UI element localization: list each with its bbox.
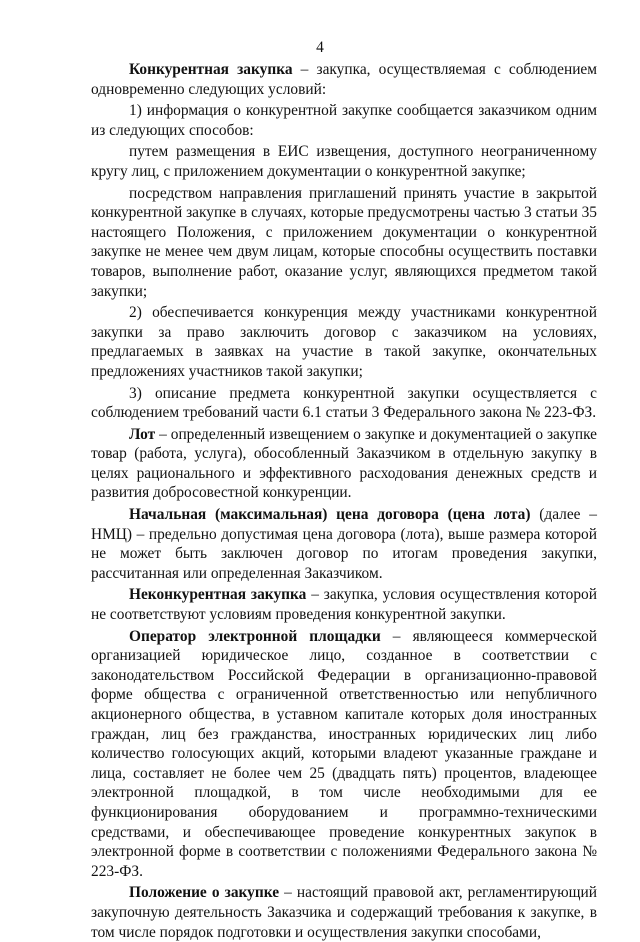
definition-text: – закупка, условия осуществления которой не соответствуют условиям проведения конкурентной закупки. (91, 586, 597, 624)
paragraph-item-1 (91, 101, 597, 140)
paragraph-platform-operator (91, 627, 597, 882)
term-competitive-procurement: Конкурентная закупка (129, 61, 293, 78)
term-non-competitive-procurement: Неконкурентная закупка (129, 586, 307, 604)
paragraph-initial-max-price (91, 505, 597, 583)
definition-text: – являющееся коммерческой организацией юридическое лицо, созданное в соответствии с законодательством Российской Федерации в организационно-правовой форме общества с ограниченной ответственностью или непубличного акционерного общества, в уставном капитале которых доля иностранных граждан, лиц без гражданства, иностранных юридических лиц либо количество голосующих акций, которыми владеют указанные граждане и лица, составляет не более чем 25 (двадцать пять) процентов, владеющее электронной площадкой, в том числе необходимыми для ее функционирования оборудованием и программно-техническими средствами, и обеспечивающее проведение конкурентных закупок в электронной форме в соответствии с положениями Федерального закона № 223-ФЗ. (91, 627, 597, 880)
definition-text: – настоящий правовой акт, регламентирующий закупочную деятельность Заказчика и содержащий требования к закупке, в том числе порядок подготовки и осуществления закупки способами, (91, 884, 597, 941)
paragraph-text: посредством направления приглашений принять участие в закрытой конкурентной закупке в случаях, которые предусмотрены частью 3 статьи 35 настоящего Положения, с приложением документации о конкурентной закупке не менее чем двум лицам, которые способны осуществить поставки товаров, выполнение работ, оказание услуг, являющихся предметом такой закупки; (91, 184, 597, 300)
term-initial-max-price: Начальная (максимальная) цена договора (цена лота) (129, 506, 531, 524)
paragraph-text: путем размещения в ЕИС извещения, доступного неограниченному кругу лиц, с приложением документации о конкурентной закупке; (91, 143, 597, 180)
term-lot: Лот (129, 425, 156, 443)
term-procurement-regulation: Положение о закупке (129, 884, 280, 902)
paragraph-text: 3) описание предмета конкурентной закупки осуществляется с соблюдением требований части 6.1 статьи 3 Федерального закона № 223-ФЗ. (91, 384, 597, 422)
definition-text: (далее – НМЦ) – предельно допустимая цена договора (лота), выше размера которой не может быть заключен договор по итогам проведения закупки, рассчитанная или определенная Заказчиком. (91, 506, 597, 582)
paragraph-item-2 (91, 303, 597, 381)
page-number: 4 (316, 39, 324, 56)
paragraph-text: 2) обеспечивается конкуренция между участниками конкурентной закупки за право заключить договор с заказчиком на условиях, предлагаемых в заявках на участие в такой закупке, окончательных предложениях участников такой закупки; (91, 304, 597, 380)
paragraph-item-3 (91, 384, 597, 423)
paragraph-text: 1) информация о конкурентной закупке сообщается заказчиком одним из следующих способов: (91, 102, 597, 139)
paragraph-procurement-regulation (91, 883, 597, 942)
paragraph-invitations (91, 184, 597, 302)
definition-text: – закупка, осуществляемая с соблюдением одновременно следующих условий: (91, 61, 598, 98)
paragraph-eis-placement (91, 142, 597, 181)
paragraph-non-competitive-procurement (91, 585, 597, 624)
document-body (91, 60, 597, 942)
term-platform-operator: Оператор электронной площадки (129, 627, 381, 645)
paragraph-competitive-procurement (91, 60, 597, 99)
definition-text: – определенный извещением о закупке и документацией о закупке товар (работа, услуга), обособленный Заказчиком в отдельную закупку в целях рационального и эффективного расходования денежных средств и развития добросовестной конкуренции. (91, 425, 597, 502)
paragraph-lot (91, 425, 597, 503)
